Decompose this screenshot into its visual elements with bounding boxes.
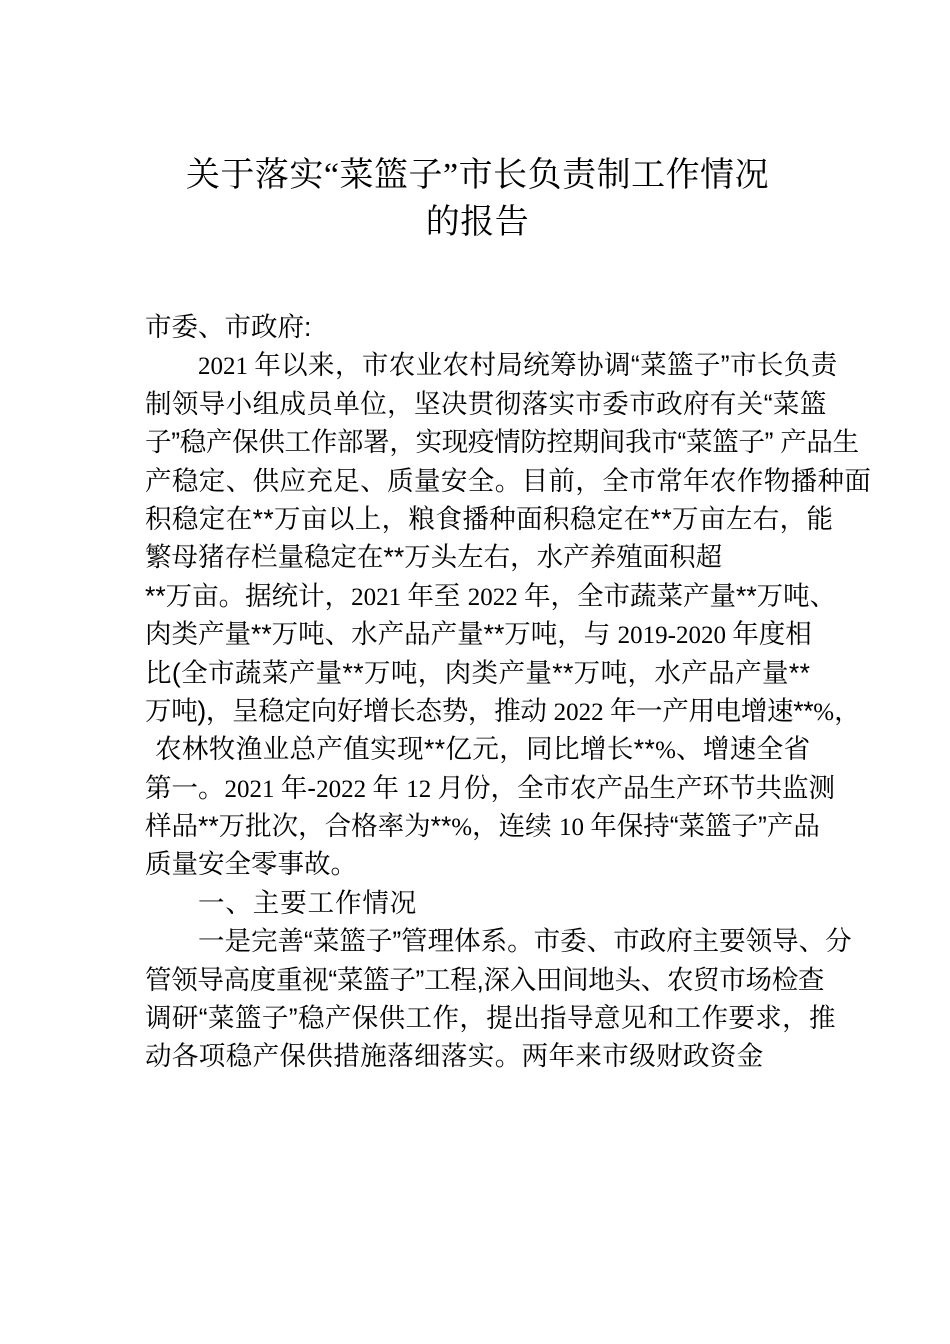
body-line-5-text: 产稳定、供应充足、质量安全。目前，全市常年农作物播种面	[145, 465, 872, 496]
body-line-8-b: 年至	[407, 580, 468, 611]
body-line-13-c: 年	[372, 772, 407, 803]
body-line-9-b: 年度相	[732, 619, 812, 650]
body-line-19-text: 调研“菜篮子”稳产保供工作，提出指导意见和工作要求，推	[145, 1003, 836, 1034]
body-line-14-a: 样品**万批次，合格率为**	[145, 811, 452, 842]
body-line-20-text: 动各项稳产保供措施落细落实。两年来市级财政资金	[145, 1041, 764, 1072]
body-line-7-text: 繁母猪存栏量稳定在**万头左右，水产养殖面积超	[145, 542, 723, 573]
body-line-12-a: 农林牧渔业总产值实现**亿元，同比增长**	[155, 734, 656, 765]
body-line-12-pct: %	[655, 737, 676, 765]
body-line-13	[145, 769, 835, 807]
body-line-13-b: 年-	[280, 772, 317, 803]
body-line-4-text: 子”稳产保供工作部署，实现疫情防控期间我市“菜篮子” 产品生	[145, 427, 859, 458]
section-heading-1	[145, 884, 813, 922]
body-line-9-latin: 2019-2020	[617, 622, 733, 650]
body-line-8-c: 年，全市蔬菜产量**万吨、	[524, 580, 837, 611]
body-line-12-b: 、增速全省	[675, 734, 811, 765]
salutation-text: 市委、市政府:	[145, 312, 312, 342]
body-line-14-c: 年保持“菜篮子”产品	[590, 811, 820, 842]
body-line-11-a: 万吨)，呈稳定向好增长态势，推动	[145, 695, 554, 726]
body-line-13-d: 月份，全市农产品生产环节共监测	[437, 772, 835, 803]
section-heading-1-text: 一、主要工作情况	[198, 887, 418, 918]
page-title-line-2: 的报告	[425, 204, 530, 241]
body-line-13-latin-2: 2022	[316, 775, 373, 803]
body-line-14-latin: 10	[558, 814, 591, 842]
body-line-2-text: 年以来，市农业农村局统筹协调“菜篮子”市长负责	[254, 350, 838, 381]
body-line-11-c: ，	[834, 695, 861, 726]
page-title-line-1: 关于落实“菜篮子”市长负责制工作情况	[185, 157, 770, 194]
body-line-2	[145, 346, 838, 384]
body-line-14-b: ，连续	[472, 811, 559, 842]
body-line-18	[145, 961, 825, 999]
body-line-19	[145, 999, 836, 1037]
body-line-15-text: 质量安全零事故。	[145, 849, 357, 880]
body-line-8-latin-2: 2022	[467, 583, 525, 611]
body-line-3	[145, 385, 827, 423]
body-line-13-a: 第一。	[145, 772, 225, 803]
body-line-14-pct: %	[451, 814, 473, 842]
body-line-4	[145, 423, 859, 461]
body-line-15	[145, 845, 813, 883]
body-line-12	[145, 730, 813, 768]
body-line-17	[145, 922, 852, 960]
salutation-line	[145, 308, 813, 346]
body-line-6-text: 积稳定在**万亩以上，粮食播种面积稳定在**万亩左右，能	[145, 503, 834, 534]
body-line-20	[145, 1037, 813, 1075]
body-line-11-latin: 2022	[553, 698, 610, 726]
body-line-9	[145, 615, 813, 653]
body-line-13-latin-1: 2021	[224, 775, 281, 803]
body-line-8	[145, 577, 837, 615]
body-line-18-text: 管领导高度重视“菜篮子”工程,深入田间地头、农贸市场检查	[145, 964, 825, 995]
body-line-8-latin-1: 2021	[351, 583, 408, 611]
body-line-14	[145, 807, 820, 845]
body-line-11	[145, 692, 861, 730]
document-body	[145, 308, 872, 1076]
body-line-3-text: 制领导小组成员单位，坚决贯彻落实市委市政府有关“菜篮	[145, 388, 827, 419]
body-line-11-b: 年一产用电增速**	[609, 695, 814, 726]
body-line-7	[145, 538, 813, 576]
body-line-6	[145, 500, 834, 538]
body-line-10-text: 比(全市蔬菜产量**万吨，肉类产量**万吨，水产品产量**	[145, 657, 811, 688]
body-line-11-pct: %	[813, 698, 835, 726]
body-line-9-a: 肉类产量**万吨、水产品产量**万吨，与	[145, 619, 618, 650]
body-line-8-a: **万亩。据统计，	[145, 580, 352, 611]
body-line-5	[145, 462, 872, 500]
body-line-13-latin-3: 12	[406, 775, 438, 803]
body-line-10	[145, 654, 813, 692]
body-line-17-text: 一是完善“菜篮子”管理体系。市委、市政府主要领导、分	[198, 926, 852, 957]
body-line-2-latin: 2021	[198, 353, 255, 381]
page-title	[145, 152, 810, 246]
